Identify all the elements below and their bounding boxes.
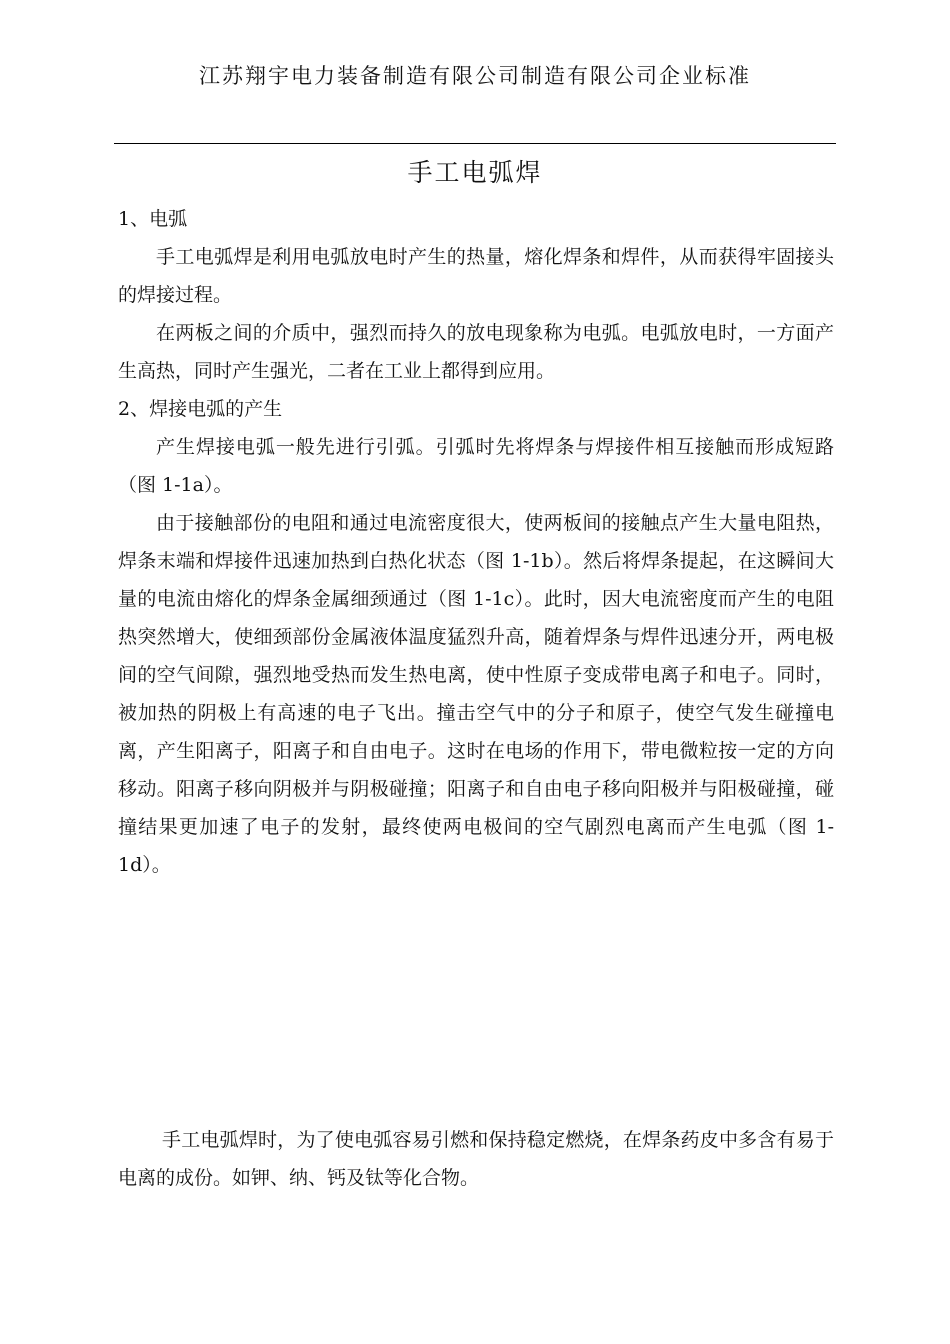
paragraph-arc-definition: 手工电弧焊是利用电弧放电时产生的热量，熔化焊条和焊件，从而获得牢固接头的焊接过程。 [118, 246, 834, 306]
section-heading-arc: 1、电弧 [118, 208, 188, 230]
paragraph-electrode-coating: 手工电弧焊时，为了使电弧容易引燃和保持稳定燃烧，在焊条药皮中多含有易于电离的成份。如钾、纳、钙及钛等化合物。 [118, 1129, 834, 1189]
section-heading-arc-generation: 2、焊接电弧的产生 [118, 398, 283, 420]
document-title: 手工电弧焊 [407, 158, 543, 187]
company-standard-header: 江苏翔宇电力装备制造有限公司制造有限公司企业标准 [199, 64, 751, 88]
paragraph-arc-striking: 产生焊接电弧一般先进行引弧。引弧时先将焊条与焊接件相互接触而形成短路（图 1-1a）。 [118, 436, 834, 496]
closing-section [118, 1121, 834, 1197]
paragraph-arc-process: 由于接触部份的电阻和通过电流密度很大，使两板间的接触点产生大量电阻热，焊条末端和焊接件迅速加热到白热化状态（图 1-1b）。然后将焊条提起，在这瞬间大量的电流由熔化的焊条金属细颈通过（图 1-1c）。此时，因大电流密度而产生的电阻热突然增大，使细颈部份金属液体温度猛烈升高，随着焊条与焊件迅速分开，两电极间的空气间隙，强烈地受热而发生热电离，使中性原子变成带电离子和电子。同时，被加热的阴极上有高速的电子飞出。撞击空气中的分子和原子，使空气发生碰撞电离，产生阳离子，阳离子和自由电子。这时在电场的作用下，带电微粒按一定的方向移动。阳离子移向阴极并与阴极碰撞；阳离子和自由电子移向阳极并与阳极碰撞，碰撞结果更加速了电子的发射，最终使两电极间的空气剧烈电离而产生电弧（图 1-1d）。 [118, 512, 834, 876]
document-body [118, 200, 834, 884]
paragraph-arc-discharge: 在两板之间的介质中，强烈而持久的放电现象称为电弧。电弧放电时，一方面产生高热，同时产生强光，二者在工业上都得到应用。 [118, 322, 834, 382]
header-divider [114, 143, 836, 144]
